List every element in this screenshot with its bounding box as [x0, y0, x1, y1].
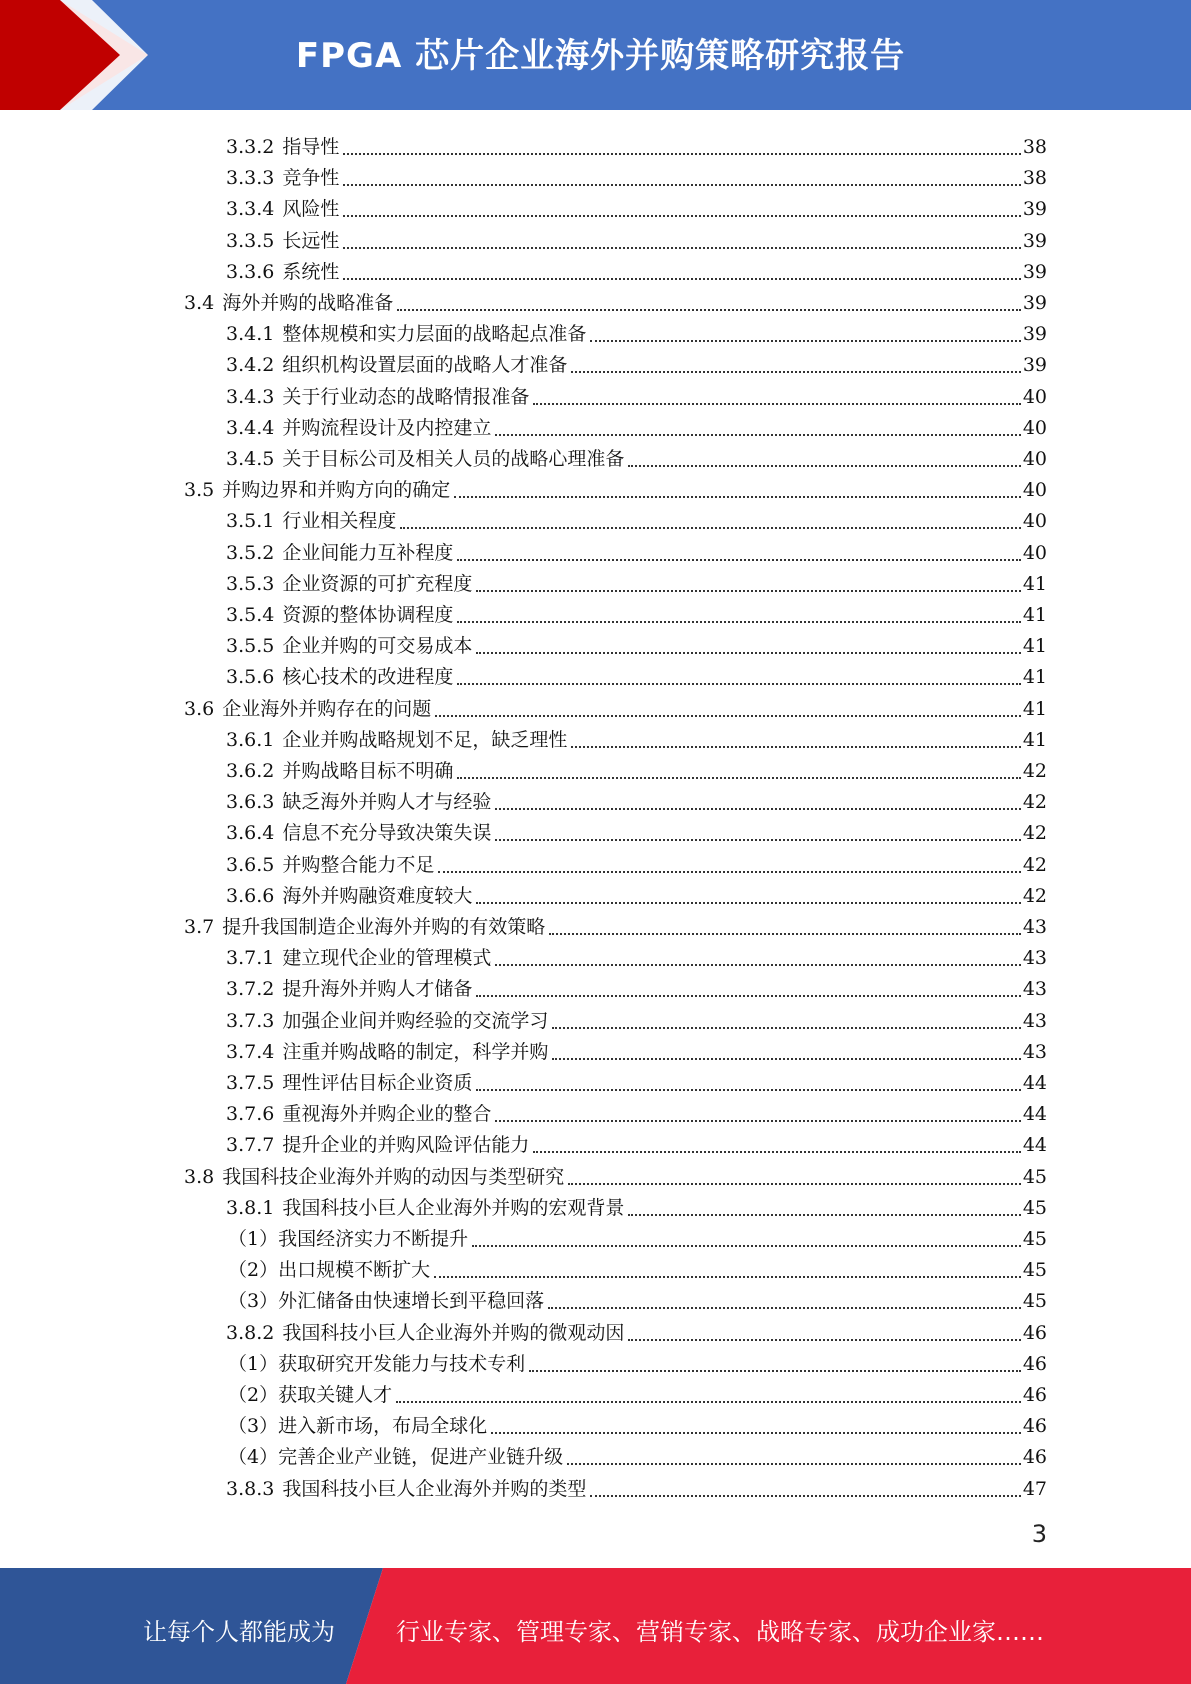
toc-entry-number: 3.6.3	[226, 791, 275, 814]
toc-entry[interactable]	[226, 128, 1047, 159]
toc-entry[interactable]	[228, 1345, 1047, 1376]
toc-dot-leader	[476, 901, 1020, 904]
toc-entry[interactable]	[184, 908, 1047, 939]
toc-entry[interactable]	[226, 190, 1047, 221]
toc-dot-leader	[495, 807, 1020, 810]
toc-entry-page: 41	[1022, 728, 1047, 751]
toc-entry[interactable]	[226, 1189, 1047, 1220]
toc-entry-title: 加强企业间并购经验的交流学习	[282, 1009, 549, 1032]
toc-entry-page: 42	[1022, 884, 1047, 907]
toc-entry-page: 41	[1022, 697, 1047, 720]
toc-entry-number: 3.3.6	[226, 260, 275, 283]
toc-entry-page: 39	[1022, 354, 1047, 377]
toc-entry-number: （1）	[228, 1352, 279, 1375]
toc-dot-leader	[495, 838, 1020, 841]
toc-entry-number: 3.8	[184, 1165, 215, 1188]
toc-dot-leader	[457, 558, 1020, 561]
toc-entry-page: 42	[1022, 791, 1047, 814]
toc-dot-leader	[568, 1182, 1021, 1185]
toc-dot-leader	[472, 1244, 1021, 1247]
toc-entry[interactable]	[184, 1158, 1047, 1189]
footer-expert-list: 行业专家、管理专家、营销专家、战略专家、成功企业家……	[396, 1618, 1044, 1646]
toc-dot-leader	[397, 308, 1021, 311]
toc-entry[interactable]	[228, 1376, 1047, 1407]
toc-entry-title: 获取关键人才	[278, 1384, 393, 1406]
toc-entry-title: 并购边界和并购方向的确定	[222, 479, 451, 502]
toc-entry-page: 46	[1022, 1352, 1047, 1375]
toc-dot-leader	[396, 1400, 1021, 1403]
toc-entry-title: 指导性	[282, 136, 340, 158]
toc-dot-leader	[343, 214, 1020, 217]
toc-entry-page: 39	[1022, 323, 1047, 346]
toc-entry-number: 3.7.1	[226, 947, 275, 970]
toc-entry-page: 40	[1022, 541, 1047, 564]
toc-entry-title: 长远性	[282, 229, 340, 252]
toc-entry-page: 45	[1022, 1228, 1047, 1250]
toc-entry[interactable]	[226, 1470, 1047, 1501]
toc-entry-number: 3.5.5	[226, 635, 275, 658]
page-header	[0, 0, 1191, 110]
toc-entry[interactable]	[226, 1033, 1047, 1064]
toc-entry[interactable]	[226, 783, 1047, 814]
toc-entry-page: 43	[1022, 978, 1047, 1001]
toc-entry-title: 并购流程设计及内控建立	[282, 416, 492, 439]
toc-dot-leader	[533, 402, 1020, 405]
toc-entry[interactable]	[226, 1126, 1047, 1157]
toc-entry[interactable]	[226, 222, 1047, 253]
toc-entry-number: 3.6.2	[226, 760, 275, 782]
toc-entry-title: 我国科技小巨人企业海外并购的类型	[282, 1477, 587, 1500]
toc-entry-page: 46	[1022, 1321, 1047, 1344]
toc-entry-number: 3.8.3	[226, 1477, 275, 1500]
toc-entry-title: 信息不充分导致决策失误	[282, 822, 492, 845]
toc-entry-title: 出口规模不断扩大	[278, 1259, 431, 1282]
toc-entry-number: 3.4.4	[226, 416, 275, 439]
toc-entry[interactable]	[228, 1282, 1047, 1313]
toc-entry-title: 提升海外并购人才储备	[282, 978, 473, 1001]
toc-entry-page: 42	[1022, 853, 1047, 876]
toc-entry[interactable]	[226, 846, 1047, 877]
toc-entry-title: 我国科技小巨人企业海外并购的宏观背景	[282, 1196, 625, 1219]
toc-dot-leader	[343, 152, 1020, 155]
toc-entry-number: （2）	[228, 1384, 279, 1406]
toc-dot-leader	[495, 433, 1020, 436]
toc-dot-leader	[628, 464, 1020, 467]
toc-entry[interactable]	[226, 440, 1047, 471]
toc-entry[interactable]	[226, 565, 1047, 596]
toc-entry-number: 3.3.2	[226, 136, 275, 158]
toc-entry-title: 企业并购的可交易成本	[282, 635, 473, 658]
toc-entry-page: 42	[1022, 760, 1047, 782]
toc-entry[interactable]	[226, 721, 1047, 752]
toc-dot-leader	[476, 589, 1020, 592]
toc-entry-number: 3.7.7	[226, 1134, 275, 1157]
toc-entry-number: 3.4.3	[226, 385, 275, 408]
toc-entry-title: 竞争性	[282, 167, 340, 190]
toc-entry-number: 3.4.5	[226, 448, 275, 470]
toc-entry-page: 40	[1022, 385, 1047, 408]
toc-entry-title: 核心技术的改进程度	[282, 666, 454, 689]
toc-entry[interactable]	[226, 1095, 1047, 1126]
toc-entry[interactable]	[226, 877, 1047, 908]
toc-entry-title: 重视海外并购企业的整合	[282, 1103, 492, 1126]
toc-dot-leader	[590, 1494, 1020, 1497]
toc-entry[interactable]	[228, 1251, 1047, 1282]
toc-entry-title: 提升我国制造企业海外并购的有效策略	[222, 916, 546, 938]
toc-entry-page: 46	[1022, 1446, 1047, 1469]
toc-entry-number: 3.7	[184, 916, 215, 938]
toc-dot-leader	[343, 183, 1020, 186]
toc-entry-number: 3.5.6	[226, 666, 275, 689]
toc-entry[interactable]	[226, 970, 1047, 1001]
toc-dot-leader	[495, 1119, 1020, 1122]
toc-entry-number: 3.6	[184, 697, 215, 720]
toc-entry[interactable]	[226, 409, 1047, 440]
toc-dot-leader	[628, 1338, 1020, 1341]
toc-entry-title: 我国科技企业海外并购的动因与类型研究	[222, 1165, 565, 1188]
toc-entry-title: 企业资源的可扩充程度	[282, 572, 473, 595]
toc-entry-page: 41	[1022, 666, 1047, 689]
toc-entry-page: 40	[1022, 448, 1047, 470]
toc-entry[interactable]	[226, 502, 1047, 533]
toc-entry[interactable]	[226, 1064, 1047, 1095]
report-title: FPGA 芯片企业海外并购策略研究报告	[295, 36, 906, 76]
toc-entry-page: 43	[1022, 947, 1047, 970]
toc-entry[interactable]	[228, 1438, 1047, 1469]
toc-entry-number: 3.8.2	[226, 1321, 275, 1344]
toc-entry-title: 资源的整体协调程度	[282, 604, 454, 626]
toc-entry-page: 43	[1022, 916, 1047, 938]
toc-entry[interactable]	[226, 627, 1047, 658]
toc-entry-title: 外汇储备由快速增长到平稳回落	[278, 1290, 545, 1313]
toc-entry[interactable]	[226, 253, 1047, 284]
toc-entry-page: 38	[1022, 136, 1047, 158]
toc-entry[interactable]	[228, 1407, 1047, 1438]
toc-dot-leader	[567, 1462, 1021, 1465]
toc-entry-page: 46	[1022, 1384, 1047, 1406]
toc-dot-leader	[457, 682, 1020, 685]
toc-entry-title: 关于目标公司及相关人员的战略心理准备	[282, 448, 625, 470]
toc-entry-page: 41	[1022, 604, 1047, 626]
toc-entry-number: （2）	[228, 1259, 279, 1282]
toc-entry-title: 企业间能力互补程度	[282, 541, 454, 564]
toc-entry-number: 3.5	[184, 479, 215, 502]
toc-entry[interactable]	[226, 752, 1047, 783]
toc-entry-title: 整体规模和实力层面的战略起点准备	[282, 323, 587, 346]
toc-entry-number: （3）	[228, 1415, 279, 1438]
toc-entry-number: 3.5.2	[226, 541, 275, 564]
toc-dot-leader	[552, 1057, 1020, 1060]
toc-entry-number: 3.3.3	[226, 167, 275, 190]
toc-dot-leader	[552, 1026, 1020, 1029]
toc-entry[interactable]	[184, 284, 1047, 315]
toc-entry-page: 45	[1022, 1196, 1047, 1219]
toc-entry-title: 完善企业产业链，促进产业链升级	[278, 1446, 564, 1469]
toc-entry-title: 我国科技小巨人企业海外并购的微观动因	[282, 1321, 625, 1344]
toc-entry-page: 45	[1022, 1290, 1047, 1313]
toc-entry-number: 3.3.4	[226, 198, 275, 221]
toc-dot-leader	[438, 870, 1020, 873]
toc-entry-page: 45	[1022, 1165, 1047, 1188]
toc-entry[interactable]	[226, 658, 1047, 689]
toc-entry[interactable]	[226, 534, 1047, 565]
toc-entry-number: 3.8.1	[226, 1196, 275, 1219]
toc-entry-title: 企业海外并购存在的问题	[222, 697, 432, 720]
toc-dot-leader	[343, 246, 1020, 249]
toc-dot-leader	[495, 963, 1020, 966]
toc-entry-number: 3.5.3	[226, 572, 275, 595]
toc-dot-leader	[434, 1275, 1021, 1278]
toc-entry[interactable]	[226, 939, 1047, 970]
toc-entry-page: 43	[1022, 1009, 1047, 1032]
toc-entry-number: 3.4	[184, 292, 215, 314]
toc-entry-page: 44	[1022, 1134, 1047, 1157]
toc-entry-title: 风险性	[282, 198, 340, 221]
toc-entry[interactable]	[226, 159, 1047, 190]
toc-entry[interactable]	[226, 1002, 1047, 1033]
toc-dot-leader	[343, 277, 1020, 280]
page-footer	[0, 1568, 1191, 1684]
toc-entry-page: 41	[1022, 572, 1047, 595]
toc-entry-title: 缺乏海外并购人才与经验	[282, 791, 492, 814]
toc-entry-number: 3.7.2	[226, 978, 275, 1001]
toc-dot-leader	[529, 1369, 1021, 1372]
toc-dot-leader	[400, 526, 1020, 529]
toc-entry[interactable]	[228, 1220, 1047, 1251]
toc-entry-number: 3.5.1	[226, 510, 275, 533]
toc-dot-leader	[457, 620, 1020, 623]
toc-entry-page: 41	[1022, 635, 1047, 658]
toc-entry-title: 并购战略目标不明确	[282, 760, 454, 782]
toc-entry-number: （1）	[228, 1228, 279, 1250]
toc-entry-number: 3.5.4	[226, 604, 275, 626]
toc-entry-title: 建立现代企业的管理模式	[282, 947, 492, 970]
toc-entry-number: 3.6.6	[226, 884, 275, 907]
toc-entry[interactable]	[226, 315, 1047, 346]
toc-entry-number: （4）	[228, 1446, 279, 1469]
toc-entry-number: 3.4.1	[226, 323, 275, 346]
toc-entry-number: 3.6.1	[226, 728, 275, 751]
toc-entry[interactable]	[184, 471, 1047, 502]
toc-entry[interactable]	[226, 596, 1047, 627]
toc-entry[interactable]	[226, 346, 1047, 377]
toc-entry[interactable]	[226, 814, 1047, 845]
toc-entry[interactable]	[184, 690, 1047, 721]
toc-dot-leader	[628, 1213, 1020, 1216]
footer-slogan: 让每个人都能成为	[143, 1618, 335, 1646]
toc-entry[interactable]	[226, 1314, 1047, 1345]
toc-entry-page: 47	[1022, 1477, 1047, 1500]
toc-entry-page: 38	[1022, 167, 1047, 190]
toc-entry-number: 3.7.3	[226, 1009, 275, 1032]
toc-entry-title: 系统性	[282, 260, 340, 283]
toc-entry-title: 组织机构设置层面的战略人才准备	[282, 354, 568, 377]
toc-entry-number: （3）	[228, 1290, 279, 1313]
toc-entry-page: 39	[1022, 292, 1047, 314]
toc-entry-title: 并购整合能力不足	[282, 853, 435, 876]
toc-dot-leader	[590, 339, 1020, 342]
page-number: 3	[1031, 1520, 1047, 1548]
toc-dot-leader	[457, 776, 1020, 779]
toc-entry-number: 3.7.6	[226, 1103, 275, 1126]
toc-entry-title: 我国经济实力不断提升	[278, 1228, 469, 1250]
toc-entry-page: 46	[1022, 1415, 1047, 1438]
toc-entry-number: 3.3.5	[226, 229, 275, 252]
toc-entry-page: 42	[1022, 822, 1047, 845]
toc-entry-page: 40	[1022, 479, 1047, 502]
toc-entry-page: 39	[1022, 198, 1047, 221]
toc-dot-leader	[476, 651, 1020, 654]
toc-entry-number: 3.7.4	[226, 1040, 275, 1063]
toc-entry-page: 43	[1022, 1040, 1047, 1063]
toc-entry-title: 提升企业的并购风险评估能力	[282, 1134, 530, 1157]
toc-entry-page: 40	[1022, 416, 1047, 439]
toc-entry-title: 行业相关程度	[282, 510, 397, 533]
toc-entry-title: 获取研究开发能力与技术专利	[278, 1352, 526, 1375]
toc-entry-page: 44	[1022, 1103, 1047, 1126]
toc-dot-leader	[571, 370, 1020, 373]
toc-entry-number: 3.7.5	[226, 1072, 275, 1094]
toc-dot-leader	[571, 745, 1020, 748]
toc-dot-leader	[549, 932, 1021, 935]
toc-entry-title: 进入新市场，布局全球化	[278, 1415, 488, 1438]
toc-entry-title: 关于行业动态的战略情报准备	[282, 385, 530, 408]
toc-entry-title: 企业并购战略规划不足，缺乏理性	[282, 728, 568, 751]
toc-dot-leader	[491, 1431, 1021, 1434]
toc-entry-number: 3.4.2	[226, 354, 275, 377]
toc-dot-leader	[533, 1150, 1020, 1153]
toc-dot-leader	[476, 994, 1020, 997]
toc-entry-title: 理性评估目标企业资质	[282, 1072, 473, 1094]
toc-entry-page: 39	[1022, 229, 1047, 252]
toc-entry-title: 海外并购融资难度较大	[282, 884, 473, 907]
toc-entry-page: 44	[1022, 1072, 1047, 1094]
toc-entry-title: 注重并购战略的制定，科学并购	[282, 1040, 549, 1063]
toc-entry-page: 45	[1022, 1259, 1047, 1282]
toc-dot-leader	[476, 1088, 1020, 1091]
toc-entry-page: 40	[1022, 510, 1047, 533]
toc-entry-title: 海外并购的战略准备	[222, 292, 394, 314]
toc-dot-leader	[435, 714, 1021, 717]
toc-dot-leader	[454, 495, 1021, 498]
toc-entry[interactable]	[226, 378, 1047, 409]
toc-entry-number: 3.6.5	[226, 853, 275, 876]
toc-entry-page: 39	[1022, 260, 1047, 283]
toc-dot-leader	[548, 1306, 1021, 1309]
toc-entry-number: 3.6.4	[226, 822, 275, 845]
